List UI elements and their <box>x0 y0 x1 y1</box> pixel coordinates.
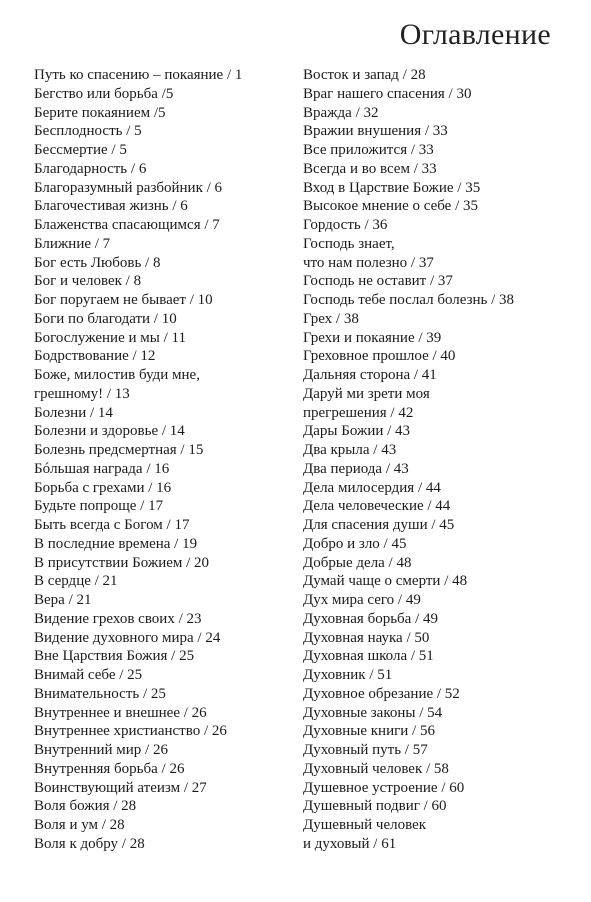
toc-entry: Духовный человек / 58 <box>303 760 449 777</box>
page-title: Оглавление <box>399 18 551 51</box>
toc-right-column <box>303 66 514 854</box>
toc-left-column <box>34 66 242 854</box>
toc-entry: Благочестивая жизнь / 6 <box>34 198 188 215</box>
toc-entry: Внимай себе / 25 <box>34 667 143 683</box>
toc-entry: прегрешения / 42 <box>303 404 414 421</box>
toc-entry: Все приложится / 33 <box>303 142 434 158</box>
toc-entry: Дела человеческие / 44 <box>303 498 451 515</box>
toc-entry: Вне Царствия Божия / 25 <box>34 648 195 665</box>
toc-entry: Духовная наука / 50 <box>303 629 430 646</box>
toc-entry: Берите покаянием /5 <box>34 104 166 121</box>
toc-entry: что нам полезно / 37 <box>303 254 434 271</box>
toc-entry: Внутренний мир / 26 <box>34 742 168 758</box>
toc-entry: Бóльшая награда / 16 <box>34 460 170 477</box>
toc-entry: Бегство или борьба /5 <box>34 85 174 102</box>
toc-entry: Воля божия / 28 <box>34 798 137 815</box>
toc-entry: Борьба с грехами / 16 <box>34 479 172 496</box>
toc-entry: Грехи и покаяние / 39 <box>303 329 442 346</box>
toc-entry: Боже, милостив буди мне, <box>34 367 200 383</box>
toc-entry: грешному! / 13 <box>34 385 130 402</box>
toc-entry: Духовные книги / 56 <box>303 723 435 740</box>
toc-entry: Даруй ми зрети моя <box>303 385 430 402</box>
toc-entry: Богослужение и мы / 11 <box>34 329 186 346</box>
toc-entry: Будьте попроще / 17 <box>34 498 164 515</box>
toc-entry: Два периода / 43 <box>303 460 409 477</box>
toc-entry: Восток и запад / 28 <box>303 67 426 83</box>
toc-entry: Видение духовного мира / 24 <box>34 629 221 646</box>
toc-entry: Духовник / 51 <box>303 667 393 683</box>
toc-entry: Бог поругаем не бывает / 10 <box>34 292 213 308</box>
toc-entry: Внутренняя борьба / 26 <box>34 760 185 777</box>
toc-entry: В последние времена / 19 <box>34 535 198 552</box>
toc-entry: Духовные законы / 54 <box>303 704 443 721</box>
toc-entry: Господь знает, <box>303 235 395 252</box>
toc-entry: Воля к добру / 28 <box>34 835 145 852</box>
toc-entry: Воля и ум / 28 <box>34 817 125 833</box>
toc-entry: Грех / 38 <box>303 310 359 327</box>
toc-entry: Бог и человек / 8 <box>34 273 142 290</box>
toc-entry: Господь не оставит / 37 <box>303 273 453 290</box>
toc-entry: Вера / 21 <box>34 592 92 608</box>
toc-entry: Душевный человек <box>303 817 427 833</box>
toc-entry: Блаженства спасающимся / 7 <box>34 217 220 233</box>
toc-entry: Всегда и во всем / 33 <box>303 160 437 177</box>
toc-entry: Быть всегда с Богом / 17 <box>34 517 190 533</box>
toc-entry: Господь тебе послал болезнь / 38 <box>303 292 515 308</box>
toc-entry: Духовное обрезание / 52 <box>303 685 460 702</box>
toc-entry: Внимательность / 25 <box>34 685 166 702</box>
toc-entry: В сердце / 21 <box>34 573 118 590</box>
toc-entry: Бодрствование / 12 <box>34 348 156 365</box>
toc-entry: Благоразумный разбойник / 6 <box>34 179 223 196</box>
toc-entry: Видение грехов своих / 23 <box>34 610 202 627</box>
toc-entry: Душевный подвиг / 60 <box>303 798 447 815</box>
toc-entry: Бесплодность / 5 <box>34 123 142 140</box>
toc-entry: Два крыла / 43 <box>303 442 397 458</box>
toc-entry: Вражда / 32 <box>303 104 379 121</box>
toc-entry: Духовный путь / 57 <box>303 742 428 758</box>
toc-entry: Внутреннее христианство / 26 <box>34 723 227 740</box>
toc-entry: Гордость / 36 <box>303 217 388 233</box>
toc-entry: Воинствующий атеизм / 27 <box>34 779 207 796</box>
toc-entry: Внутреннее и внешнее / 26 <box>34 704 207 721</box>
toc-entry: Бог есть Любовь / 8 <box>34 254 161 271</box>
toc-entry: Благодарность / 6 <box>34 160 147 177</box>
toc-entry: Для спасения души / 45 <box>303 517 455 533</box>
toc-entry: В присутствии Божием / 20 <box>34 554 210 571</box>
toc-entry: Враг нашего спасения / 30 <box>303 85 472 102</box>
toc-entry: Боги по благодати / 10 <box>34 310 177 327</box>
toc-entry: Душевное устроение / 60 <box>303 779 465 796</box>
toc-entry: Ближние / 7 <box>34 235 111 252</box>
toc-entry: Добро и зло / 45 <box>303 535 407 552</box>
toc-entry: Путь ко спасению – покаяние / 1 <box>34 67 243 83</box>
toc-entry: Добрые дела / 48 <box>303 554 412 571</box>
toc-entry: Греховное прошлое / 40 <box>303 348 456 365</box>
toc-entry: Болезни / 14 <box>34 404 113 421</box>
toc-entry: Дела милосердия / 44 <box>303 479 441 496</box>
toc-entry: и духовый / 61 <box>303 835 397 852</box>
toc-entry: Болезнь предсмертная / 15 <box>34 442 204 458</box>
toc-entry: Высокое мнение о себе / 35 <box>303 198 479 215</box>
toc-entry: Вражии внушения / 33 <box>303 123 448 140</box>
toc-entry: Думай чаще о смерти / 48 <box>303 573 468 590</box>
toc-entry: Дух мира сего / 49 <box>303 592 421 608</box>
toc-entry: Бессмертие / 5 <box>34 142 127 158</box>
toc-entry: Болезни и здоровье / 14 <box>34 423 185 440</box>
toc-entry: Дары Божии / 43 <box>303 423 411 440</box>
toc-entry: Духовная борьба / 49 <box>303 610 439 627</box>
toc-entry: Вход в Царствие Божие / 35 <box>303 179 481 196</box>
toc-entry: Духовная школа / 51 <box>303 648 434 665</box>
toc-entry: Дальняя сторона / 41 <box>303 367 437 383</box>
